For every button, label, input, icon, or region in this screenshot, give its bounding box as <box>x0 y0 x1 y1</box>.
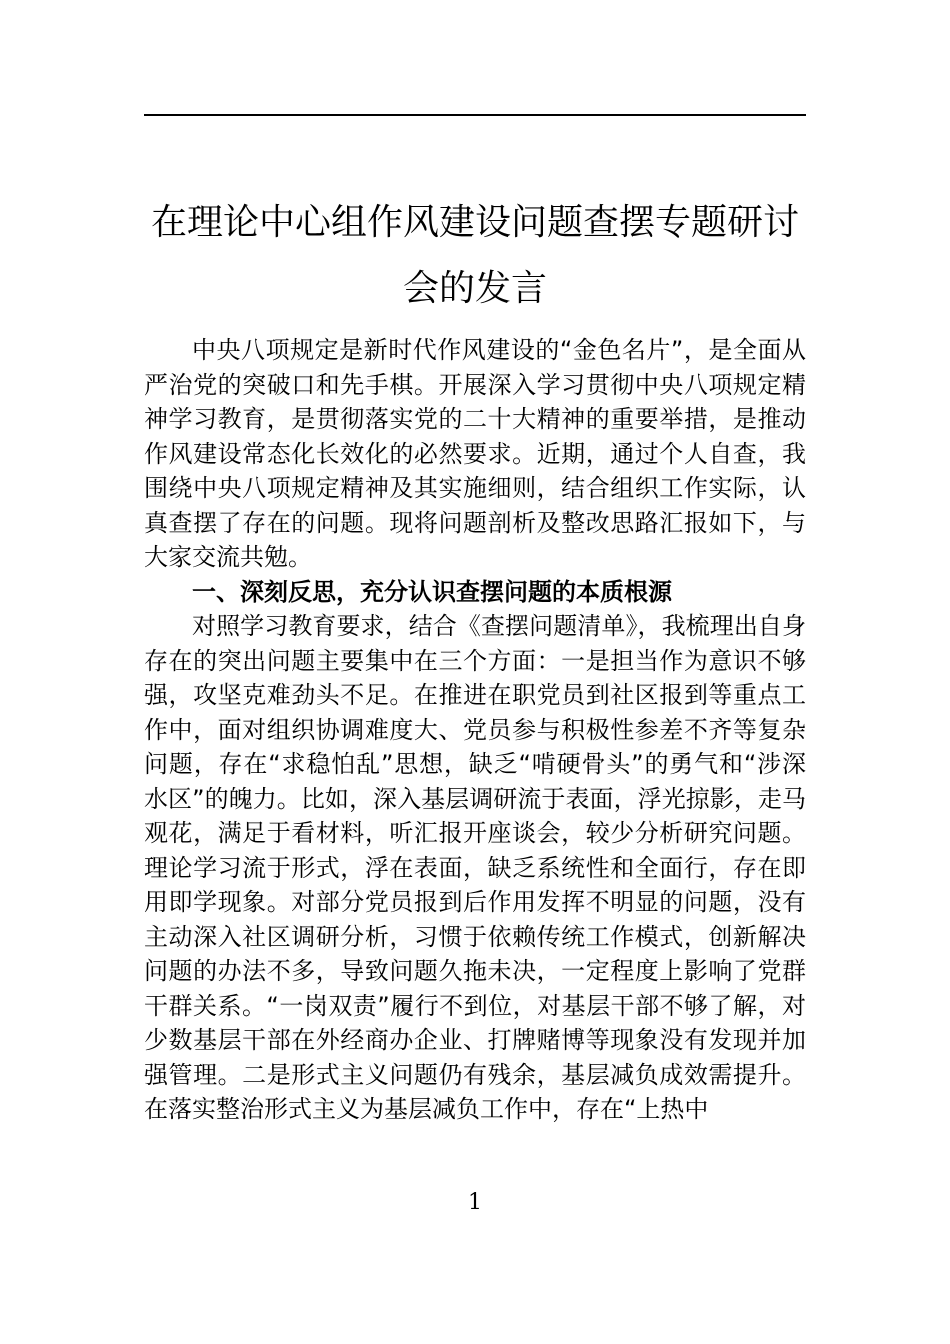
header-rule <box>144 114 806 116</box>
intro-paragraph: 中央八项规定是新时代作风建设的“金色名片”，是全面从严治党的突破口和先手棋。开展深入学习贯彻中央八项规定精神学习教育，是贯彻落实党的二十大精神的重要举措，是推动作风建设常态化长效化的必然要求。近期，通过个人自查，我围绕中央八项规定精神及其实施细则，结合组织工作实际，认真查摆了存在的问题。现将问题剖析及整改思路汇报如下，与大家交流共勉。 <box>144 336 806 571</box>
document-body <box>144 333 806 1127</box>
section-heading: 一、深刻反思，充分认识查摆问题的本质根源 <box>192 577 672 606</box>
page-number: 1 <box>468 1190 482 1215</box>
document-title: 在理论中心组作风建设问题查摆专题研讨会的发言 <box>150 202 799 310</box>
section-paragraph: 对照学习教育要求，结合《查摆问题清单》，我梳理出自身存在的突出问题主要集中在三个方面：一是担当作为意识不够强，攻坚克难劲头不足。在推进在职党员到社区报到等重点工作中，面对组织协调难度大、党员参与积极性参差不齐等复杂问题，存在“求稳怕乱”思想，缺乏“啃硬骨头”的勇气和“涉深水区”的魄力。比如，深入基层调研流于表面，浮光掠影，走马观花，满足于看材料，听汇报开座谈会，较少分析研究问题。理论学习流于形式，浮在表面，缺乏系统性和全面行，存在即用即学现象。对部分党员报到后作用发挥不明显的问题，没有主动深入社区调研分析，习惯于依赖传统工作模式，创新解决问题的办法不多，导致问题久拖未决，一定程度上影响了党群干群关系。“一岗双责”履行不到位，对基层干部不够了解，对少数基层干部在外经商办企业、打牌赌博等现象没有发现并加强管理。二是形式主义问题仍有残余，基层减负成效需提升。在落实整治形式主义为基层减负工作中，存在“上热中 <box>144 612 806 1123</box>
